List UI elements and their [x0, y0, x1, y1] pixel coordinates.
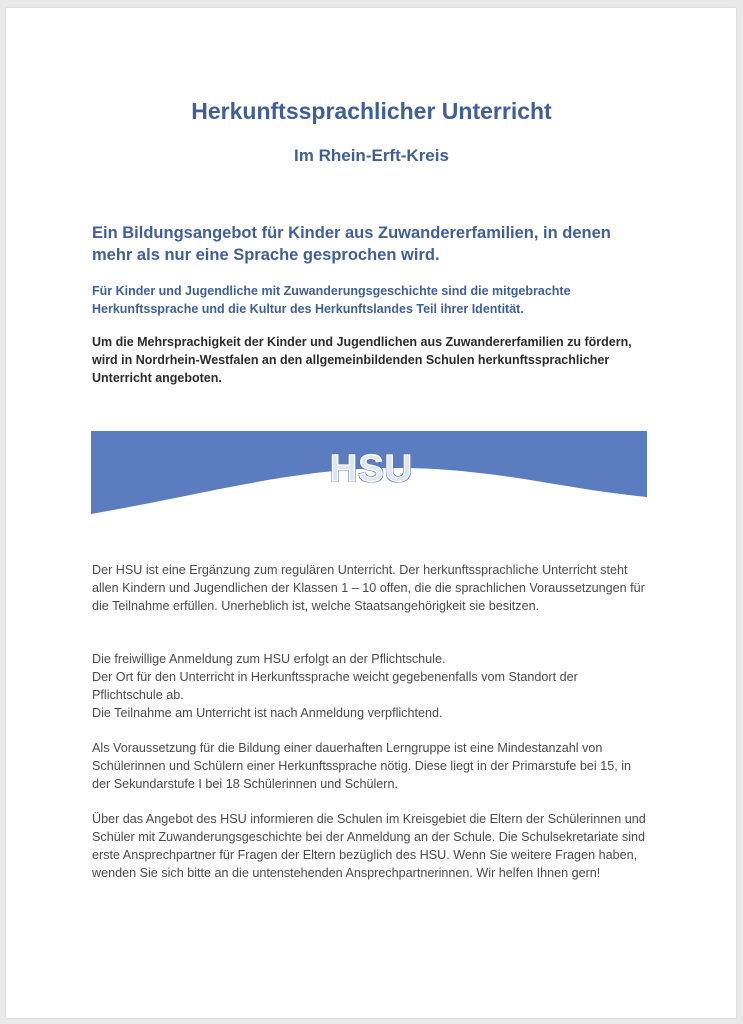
document-subtitle: Im Rhein-Erft-Kreis	[294, 146, 449, 165]
registration-line: Die freiwillige Anmeldung zum HSU erfolgt an der Pflichtschule.	[92, 652, 446, 666]
paragraph-registration	[92, 650, 652, 722]
intro-text: Für Kinder und Jugendliche mit Zuwanderungsgeschichte sind die mitgebrachte Herkunftssprache und die Kultur des Herkunftslandes Teil ihrer Identität.	[92, 284, 571, 316]
intro-text-secondary: Um die Mehrsprachigkeit der Kinder und Jugendlichen aus Zuwandererfamilien zu fördern, wird in Nordrhein-Westfalen an den allgemeinbildenden Schulen herkunftssprachlicher Unterricht angeboten.	[92, 335, 632, 385]
paragraph-group-size: Als Voraussetzung für die Bildung einer dauerhaften Lerngruppe ist eine Mindestanzahl von Schülerinnen und Schülern einer Herkunftssprache nötig. Diese liegt in der Primarstufe bei 15, in der Sekundarstufe I bei 18 Schülerinnen und Schülern.	[92, 741, 632, 791]
lead-text: Ein Bildungsangebot für Kinder aus Zuwandererfamilien, in denen mehr als nur eine Sprache gesprochen wird.	[92, 224, 611, 264]
paragraph-information: Über das Angebot des HSU informieren die Schulen im Kreisgebiet die Eltern der Schülerinnen und Schüler mit Zuwanderungsgeschichte bei der Anmeldung an der Schule. Die Schulsekretariate sind erste Ansprechpartner für Fragen der Eltern bezüglich des HSU. Wenn Sie weitere Fragen haben, wenden Sie sich bitte an die untenstehenden Ansprechpartnerinnen. Wir helfen Ihnen gern!	[92, 812, 646, 880]
paragraph-hsu-description: Der HSU ist eine Ergänzung zum regulären Unterricht. Der herkunftssprachliche Unterricht steht allen Kindern und Jugendlichen der Klassen 1 – 10 offen, die die sprachlichen Voraussetzungen für die Teilnahme erfüllen. Unerheblich ist, welche Staatsangehörigkeit sie besitzen.	[92, 563, 645, 613]
banner-label: HSU	[329, 448, 414, 490]
document-title: Herkunftssprachlicher Unterricht	[191, 98, 552, 124]
registration-line: Die Teilnahme am Unterricht ist nach Anmeldung verpflichtend.	[92, 706, 443, 720]
registration-line: Der Ort für den Unterricht in Herkunftssprache weicht gegebenenfalls vom Standort der Pflichtschule ab.	[92, 670, 578, 702]
